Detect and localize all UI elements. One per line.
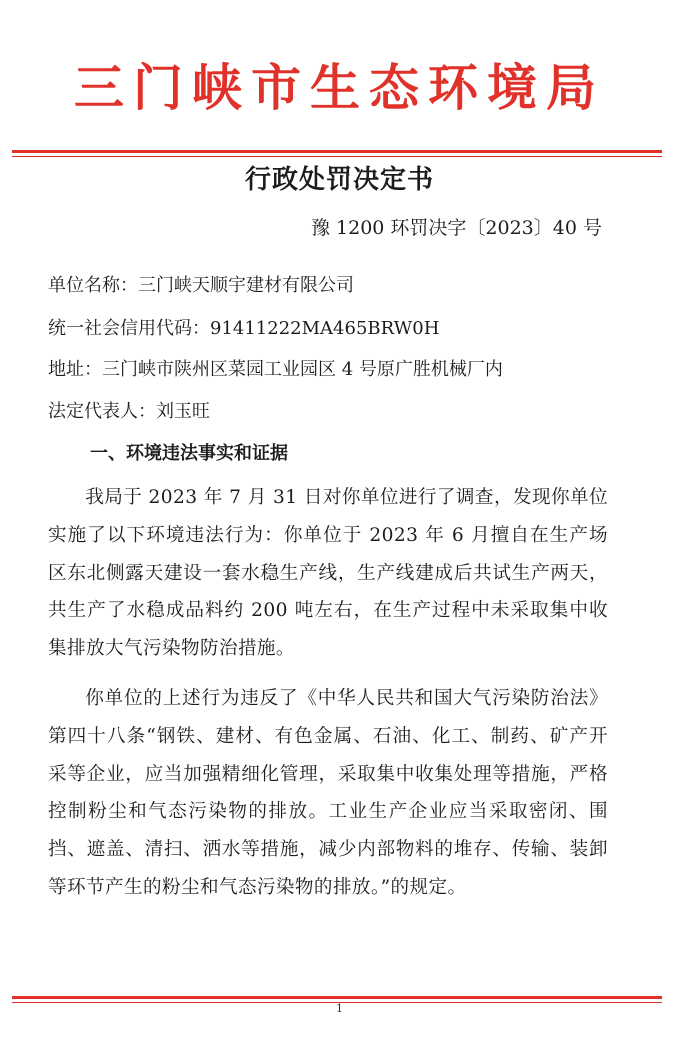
- info-value: 91411222MA465BRW0H: [210, 318, 440, 339]
- info-value: 三门峡天顺宇建材有限公司: [138, 275, 354, 296]
- document-title: 行政处罚决定书: [244, 165, 434, 195]
- info-company-name: [48, 273, 354, 299]
- section-heading: 一、环境违法事实和证据: [90, 443, 288, 464]
- info-value: 三门峡市陕州区菜园工业园区 4 号原广胜机械厂内: [102, 359, 503, 380]
- info-address: [48, 357, 503, 383]
- issuing-authority-header: 三门峡市生态环境局: [74, 58, 605, 117]
- info-legal-representative: [48, 399, 210, 425]
- info-label: 法定代表人：: [48, 401, 156, 422]
- body-paragraph: 我局于 2023 年 7 月 31 日对你单位进行了调查，发现你单位实施了以下环境违法行为：你单位于 2023 年 6 月擅自在生产场区东北侧露天建设一套水稳生产线，生产线建成后共试生产两天，共生产了水稳成品料约 200 吨左右，在生产过程中未采取集中收集排放大气污染物防治措施。: [48, 487, 608, 660]
- info-credit-code: [48, 316, 439, 342]
- info-value: 刘玉旺: [156, 401, 210, 422]
- red-header-rule: [12, 150, 662, 157]
- body-paragraph: 你单位的上述行为违反了《中华人民共和国大气污染防治法》第四十八条“钢铁、建材、有色金属、石油、化工、制药、矿产开采等企业，应当加强精细化管理，采取集中收集处理等措施，严格控制粉尘和气态污染物的排放。工业生产企业应当采取密闭、围挡、遮盖、清扫、洒水等措施，减少内部物料的堆存、传输、装卸等环节产生的粉尘和气态污染物的排放。”的规定。: [48, 688, 608, 898]
- info-label: 统一社会信用代码：: [48, 318, 210, 339]
- document-number: 豫 1200 环罚决字〔2023〕40 号: [310, 217, 602, 239]
- page-number: 1: [336, 1002, 343, 1015]
- info-label: 地址：: [48, 359, 102, 380]
- info-label: 单位名称：: [48, 275, 138, 296]
